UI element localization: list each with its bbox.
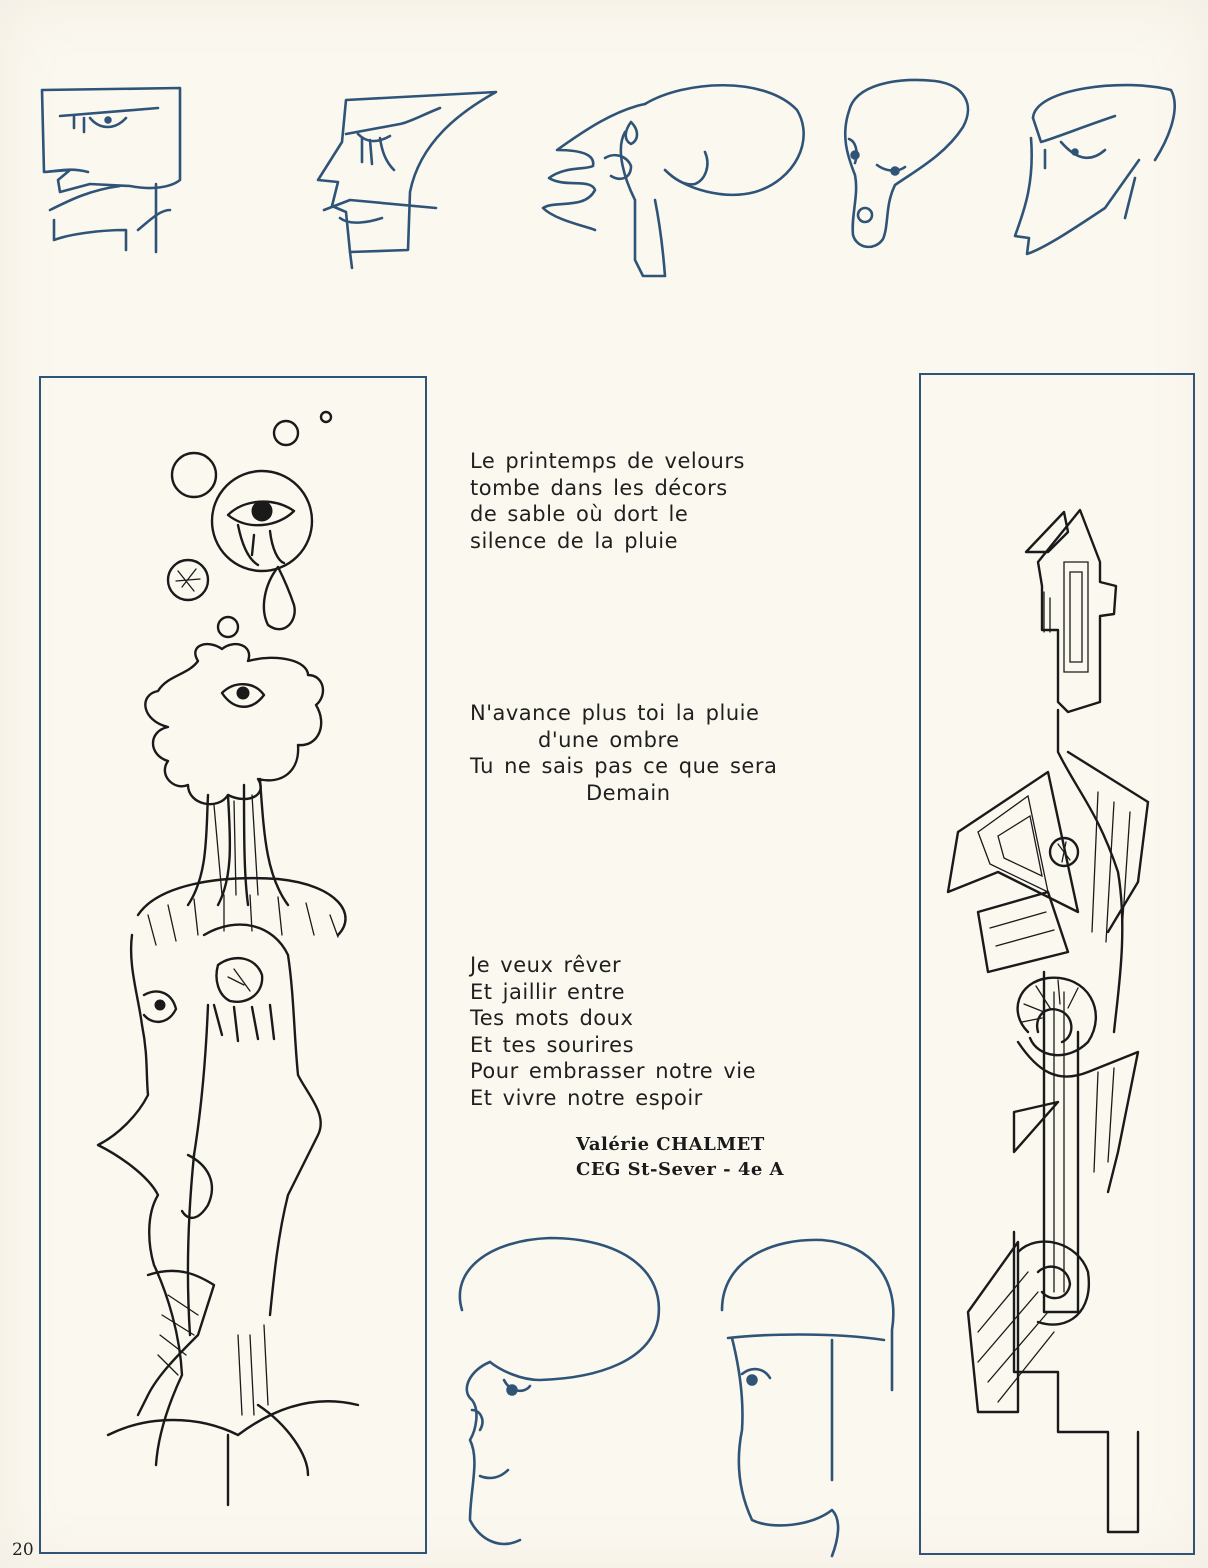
poem-stanza-3 [470, 952, 850, 1111]
poem-stanza-1 [470, 448, 850, 554]
poem-line: Et jaillir entre [470, 979, 626, 1004]
left-framed-ink-drawing [38, 375, 428, 1555]
poem-line: Tu ne sais pas ce que sera [470, 754, 778, 778]
blue-face-doodle-4 [835, 75, 985, 255]
blue-face-doodle-7 [712, 1230, 902, 1560]
poem-stanza-2 [470, 700, 850, 806]
blue-face-doodle-1 [30, 80, 200, 260]
poem-line: Tes mots doux [470, 1006, 634, 1030]
poem-line: silence de la pluie [470, 528, 679, 553]
poem-line: Le printemps de velours [470, 449, 745, 473]
page-number: 20 [12, 1540, 34, 1560]
right-framed-ink-drawing [918, 372, 1198, 1556]
poem-line: tombe dans les décors [470, 475, 728, 500]
blue-face-doodle-5 [1005, 78, 1185, 278]
poem-line: Demain [586, 780, 671, 805]
blue-face-doodle-3 [535, 70, 815, 290]
poem-signature [576, 1132, 784, 1182]
poem-line: Et tes sourires [470, 1032, 635, 1057]
blue-face-doodle-6 [450, 1230, 670, 1560]
poem-line: de sable où dort le [470, 502, 689, 526]
poem-line: N'avance plus toi la pluie [470, 701, 760, 725]
school-class: CEG St-Sever - 4e A [576, 1159, 785, 1180]
author-name: Valérie CHALMET [576, 1134, 765, 1155]
poem-line: Pour embrasser notre vie [470, 1059, 757, 1083]
poem-line: d'une ombre [538, 727, 680, 752]
poem-line: Et vivre notre espoir [470, 1085, 703, 1110]
blue-face-doodle-2 [310, 82, 510, 272]
poem-line: Je veux rêver [470, 953, 622, 977]
